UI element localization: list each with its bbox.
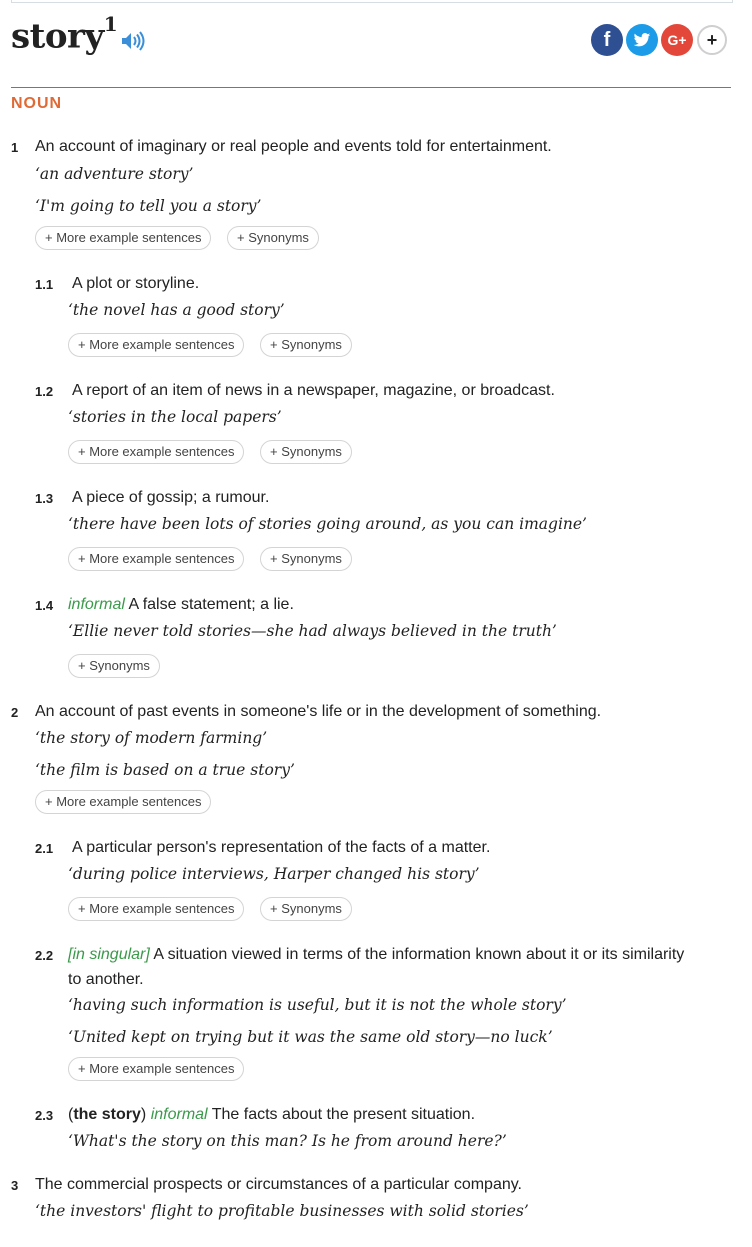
sense-number: 2.1	[35, 841, 54, 856]
sense-definition: The commercial prospects or circumstances of a particular company.	[35, 1176, 522, 1193]
sense-definition: (the story) informal The facts about the present situation.	[68, 1106, 476, 1123]
example-sentence: ‘an adventure story’	[35, 165, 194, 183]
sense-definition: A plot or storyline.	[72, 275, 200, 292]
example-sentence: ‘during police interviews, Harper changed his story’	[68, 865, 480, 883]
divider	[11, 87, 731, 88]
sense-definition: informal A false statement; a lie.	[68, 596, 294, 613]
sense-number: 1	[11, 140, 19, 155]
register-label: informal	[68, 596, 125, 613]
top-border	[11, 0, 733, 3]
sense-definition: A piece of gossip; a rumour.	[72, 489, 270, 506]
example-sentence: ‘the story of modern farming’	[35, 729, 268, 747]
synonyms-button[interactable]: + Synonyms	[68, 654, 160, 678]
sense-definition: [in singular] A situation viewed in terms of the information known about it or its similarity	[68, 946, 685, 963]
example-sentence: ‘the investors' flight to profitable businesses with solid stories’	[35, 1202, 529, 1220]
twitter-icon	[633, 33, 651, 48]
sense-definition: A report of an item of news in a newspaper, magazine, or broadcast.	[72, 382, 555, 399]
example-sentence: ‘the film is based on a true story’	[35, 761, 295, 779]
more-examples-button[interactable]: + More example sentences	[68, 1057, 244, 1081]
more-examples-button[interactable]: + More example sentences	[35, 226, 211, 250]
register-label: informal	[150, 1106, 208, 1123]
sense-definition: An account of imaginary or real people and events told for entertainment.	[35, 138, 552, 155]
example-sentence: ‘the novel has a good story’	[68, 301, 285, 319]
sense-number: 1.1	[35, 277, 54, 292]
example-sentence: ‘Ellie never told stories—she had always believed in the truth’	[68, 622, 557, 640]
example-sentence: ‘having such information is useful, but it is not the whole story’	[68, 996, 567, 1014]
plus-icon: +	[706, 29, 718, 50]
facebook-icon: f	[603, 28, 611, 51]
part-of-speech: NOUN	[11, 95, 63, 112]
example-sentence: ‘I'm going to tell you a story’	[35, 197, 262, 215]
sense-number: 2.3	[35, 1108, 54, 1123]
more-examples-button[interactable]: + More example sentences	[68, 333, 244, 357]
example-sentence: ‘there have been lots of stories going around, as you can imagine’	[68, 515, 587, 533]
sense-definition: An account of past events in someone's life or in the development of something.	[35, 703, 602, 720]
audio-speaker-icon[interactable]	[120, 30, 146, 52]
sense-number: 1.2	[35, 384, 54, 399]
sense-number: 1.4	[35, 598, 54, 613]
synonyms-button[interactable]: + Synonyms	[260, 897, 352, 921]
homograph-number: 1	[103, 12, 118, 36]
grammar-label: [in singular]	[68, 946, 150, 963]
more-share-button[interactable]	[697, 25, 727, 55]
synonyms-button[interactable]: + Synonyms	[227, 226, 319, 250]
headword: story$^1$	[11, 12, 118, 57]
facebook-share-button[interactable]	[591, 24, 623, 56]
more-examples-button[interactable]: + More example sentences	[68, 440, 244, 464]
more-examples-button[interactable]: + More example sentences	[68, 547, 244, 571]
sense-number: 2	[11, 705, 19, 720]
synonyms-button[interactable]: + Synonyms	[260, 547, 352, 571]
google-plus-icon: G+	[667, 32, 687, 48]
sense-number: 3	[11, 1178, 19, 1193]
sense-definition-continued: to another.	[68, 971, 144, 988]
synonyms-button[interactable]: + Synonyms	[260, 333, 352, 357]
example-sentence: ‘United kept on trying but it was the same old story—no luck’	[68, 1028, 553, 1046]
example-sentence: ‘What's the story on this man? Is he from around here?’	[68, 1132, 507, 1150]
example-sentence: ‘stories in the local papers’	[68, 408, 282, 426]
more-examples-button[interactable]: + More example sentences	[35, 790, 211, 814]
more-examples-button[interactable]: + More example sentences	[68, 897, 244, 921]
phrase: the story	[73, 1106, 141, 1123]
google-plus-share-button[interactable]	[661, 24, 693, 56]
sense-definition: A particular person's representation of the facts of a matter.	[72, 839, 491, 856]
synonyms-button[interactable]: + Synonyms	[260, 440, 352, 464]
sense-number: 1.3	[35, 491, 54, 506]
sense-number: 2.2	[35, 948, 54, 963]
twitter-share-button[interactable]	[626, 24, 658, 56]
